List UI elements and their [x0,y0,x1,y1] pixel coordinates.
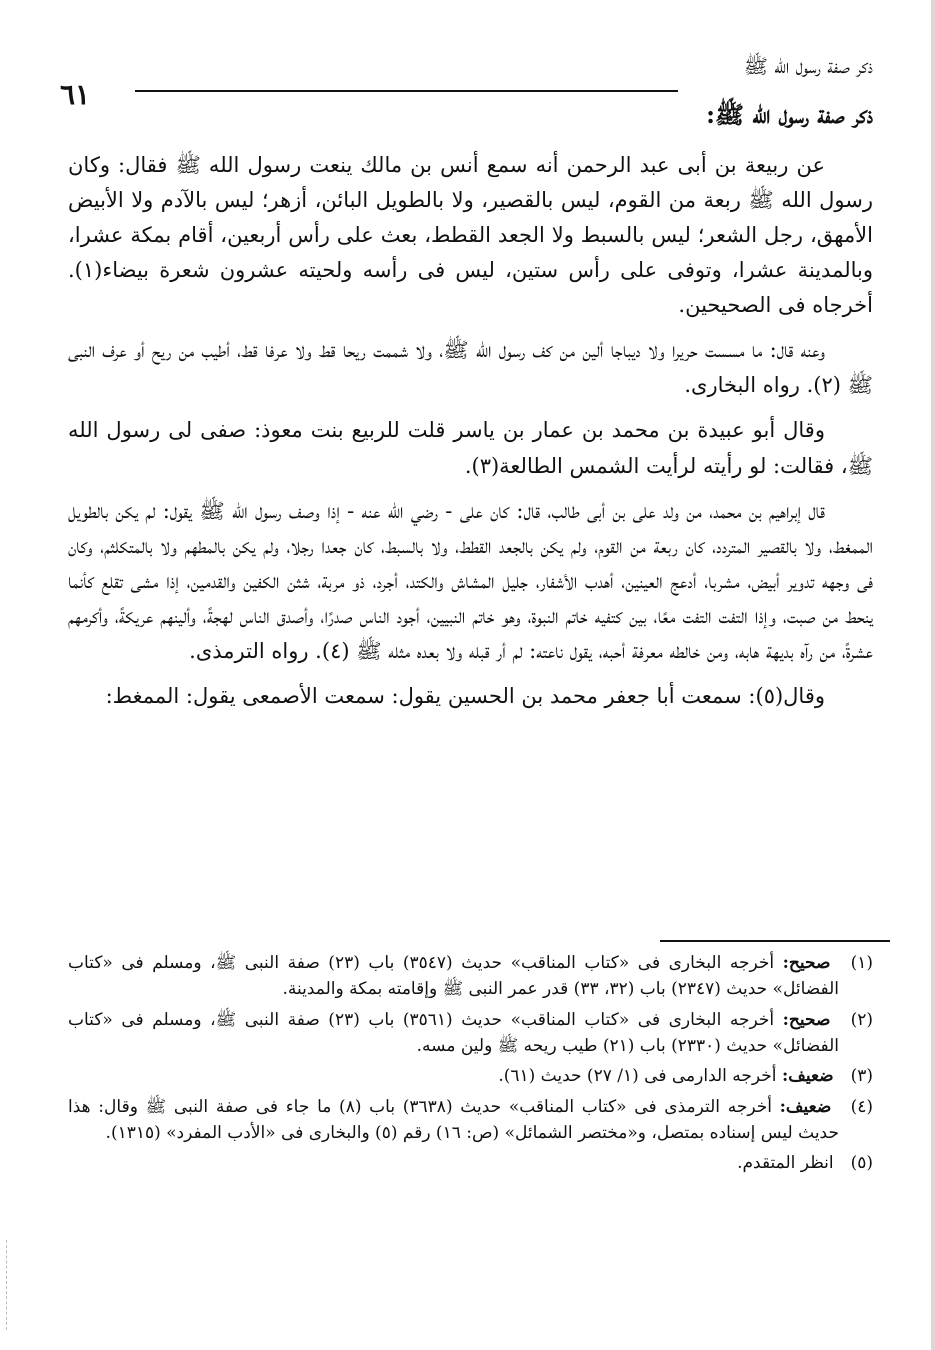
running-head: ذكر صفة رسول الله ﷺ [743,54,873,78]
footnote [68,1094,873,1147]
paragraph: وقال(٥): سمعت أبا جعفر محمد بن الحسين يقول: سمعت الأصمعى يقول: الممغط: [105,683,825,708]
paragraph: وعنه قال: ما مسست حريرا ولا ديباجا ألين من كف رسول الله ﷺ، ولا شممت ريحا قط ولا عرفا قط، أطيب من ريح أو عرف النبى ﷺ (٢). رواه البخارى. [68,338,873,398]
footnote-number: (٥) [850,1153,873,1174]
footnote-grade: صحيح: [782,1009,831,1030]
paragraph: عن ربيعة بن أبى عبد الرحمن أنه سمع أنس بن مالك ينعت رسول الله ﷺ فقال: وكان رسول الله ﷺ ربعة من القوم، ليس بالقصير، ولا بالطويل البائن، أزهر؛ ليس بالآدم ولا الأبيض الأمهق، رجل الشعر؛ ليس بالسبط ولا الجعد القطط، بعث على رأس أربعين، أقام بمكة عشرا، وبالمدينة عشرا، وتوفى على رأس ستين، ليس فى رأسه ولحيته عشرون شعرة بيضاء(١). أخرجاه فى الصحيحين. [68,153,873,318]
footnote [68,1063,873,1089]
paragraph: قال إبراهيم بن محمد، من ولد على بن أبى طالب، قال: كان على - رضي الله عنه - إذا وصف رسول الله ﷺ يقول: لم يكن بالطويل الممغط، ولا بالقصير المتردد، كان ربعة من القوم، ولم يكن بالجعد القطط، ولا بالسبط، كان جعدا رجلا، ولم يكن بالمطهم ولا بالمتكلثم، وكان فى وجهه تدوير أبيض، مشربا، أدعج العينين، أهدب الأشفار، جليل المشاش والكتد، أجرد، ذو مربة، شثن الكفين والقدمين، إذا مشى تقلع كأنما ينحط من صبت، وإذا التفت التفت معًا، بين كتفيه خاتم النبوة، وهو خاتم النبيين، أجود الناس صدرًا، وأصدق الناس لهجةً، وألينهم عريكةً، وأكرمهم عشرةً، من رآه بديهة هابه، ومن خالطه معرفة أحبه، يقول ناعته: لم أر قبله ولا بعده مثله ﷺ (٤). رواه الترمذى. [68,498,873,663]
footnote-number: (٢) [850,1009,873,1030]
footnote-number: (١) [850,953,873,973]
section-title: ذكر صفة رسول الله ﷺ: [706,100,873,129]
page-header [60,54,873,111]
footnote-text: أخرجه الترمذى فى «كتاب المناقب» حديث (٣٦٣٨) باب (٨) ما جاء فى صفة النبى ﷺ وقال: هذا حديث ليس إسناده بمتصل، و«مختصر الشمائل» (ص: ١٦) رقم (٥) والبخارى فى «الأدب المفرد» (١٣١٥). [68,1096,839,1144]
footnotes [68,950,873,1181]
footnote [68,1150,873,1176]
footnote-number: (٤) [850,1096,873,1117]
paragraph: وقال أبو عبيدة بن محمد بن عمار بن ياسر قلت للربيع بنت معوذ: صفى لى رسول الله ﷺ، فقالت: لو رأيته لرأيت الشمس الطالعة(٣). [68,418,873,478]
footnote-text: أخرجه البخارى فى «كتاب المناقب» حديث (٣٥٦١) باب (٢٣) صفة النبى ﷺ، ومسلم فى «كتاب الفضائل» حديث (٢٣٣٠) باب (٢١) طيب ريحه ﷺ ولين مسه. [68,1009,839,1057]
main-text [68,148,873,724]
footnote-number: (٣) [850,1066,873,1087]
footnote-text: أخرجه البخارى فى «كتاب المناقب» حديث (٣٥٤٧) باب (٢٣) صفة النبى ﷺ، ومسلم فى «كتاب الفضائل» حديث (٢٣٤٧) باب (٣٢، ٣٣) قدر عمر النبى ﷺ وإقامته بمكة والمدينة. [68,953,839,1000]
footnote-rule [660,940,890,942]
scan-margin-marks [6,1240,9,1330]
scan-edge-shadow [931,0,935,1350]
footnote [68,1007,873,1060]
page-number: ٦١ [60,78,91,111]
footnote [68,950,873,1003]
footnote-grade: ضعيف: [781,1066,834,1087]
header-rule [135,90,678,92]
footnote-text: أخرجه الدارمى فى (١/ ٢٧) حديث (٦١). [498,1066,777,1087]
footnote-text: انظر المتقدم. [737,1153,834,1174]
footnote-grade: صحيح: [782,953,831,973]
footnote-grade: ضعيف: [779,1096,832,1117]
